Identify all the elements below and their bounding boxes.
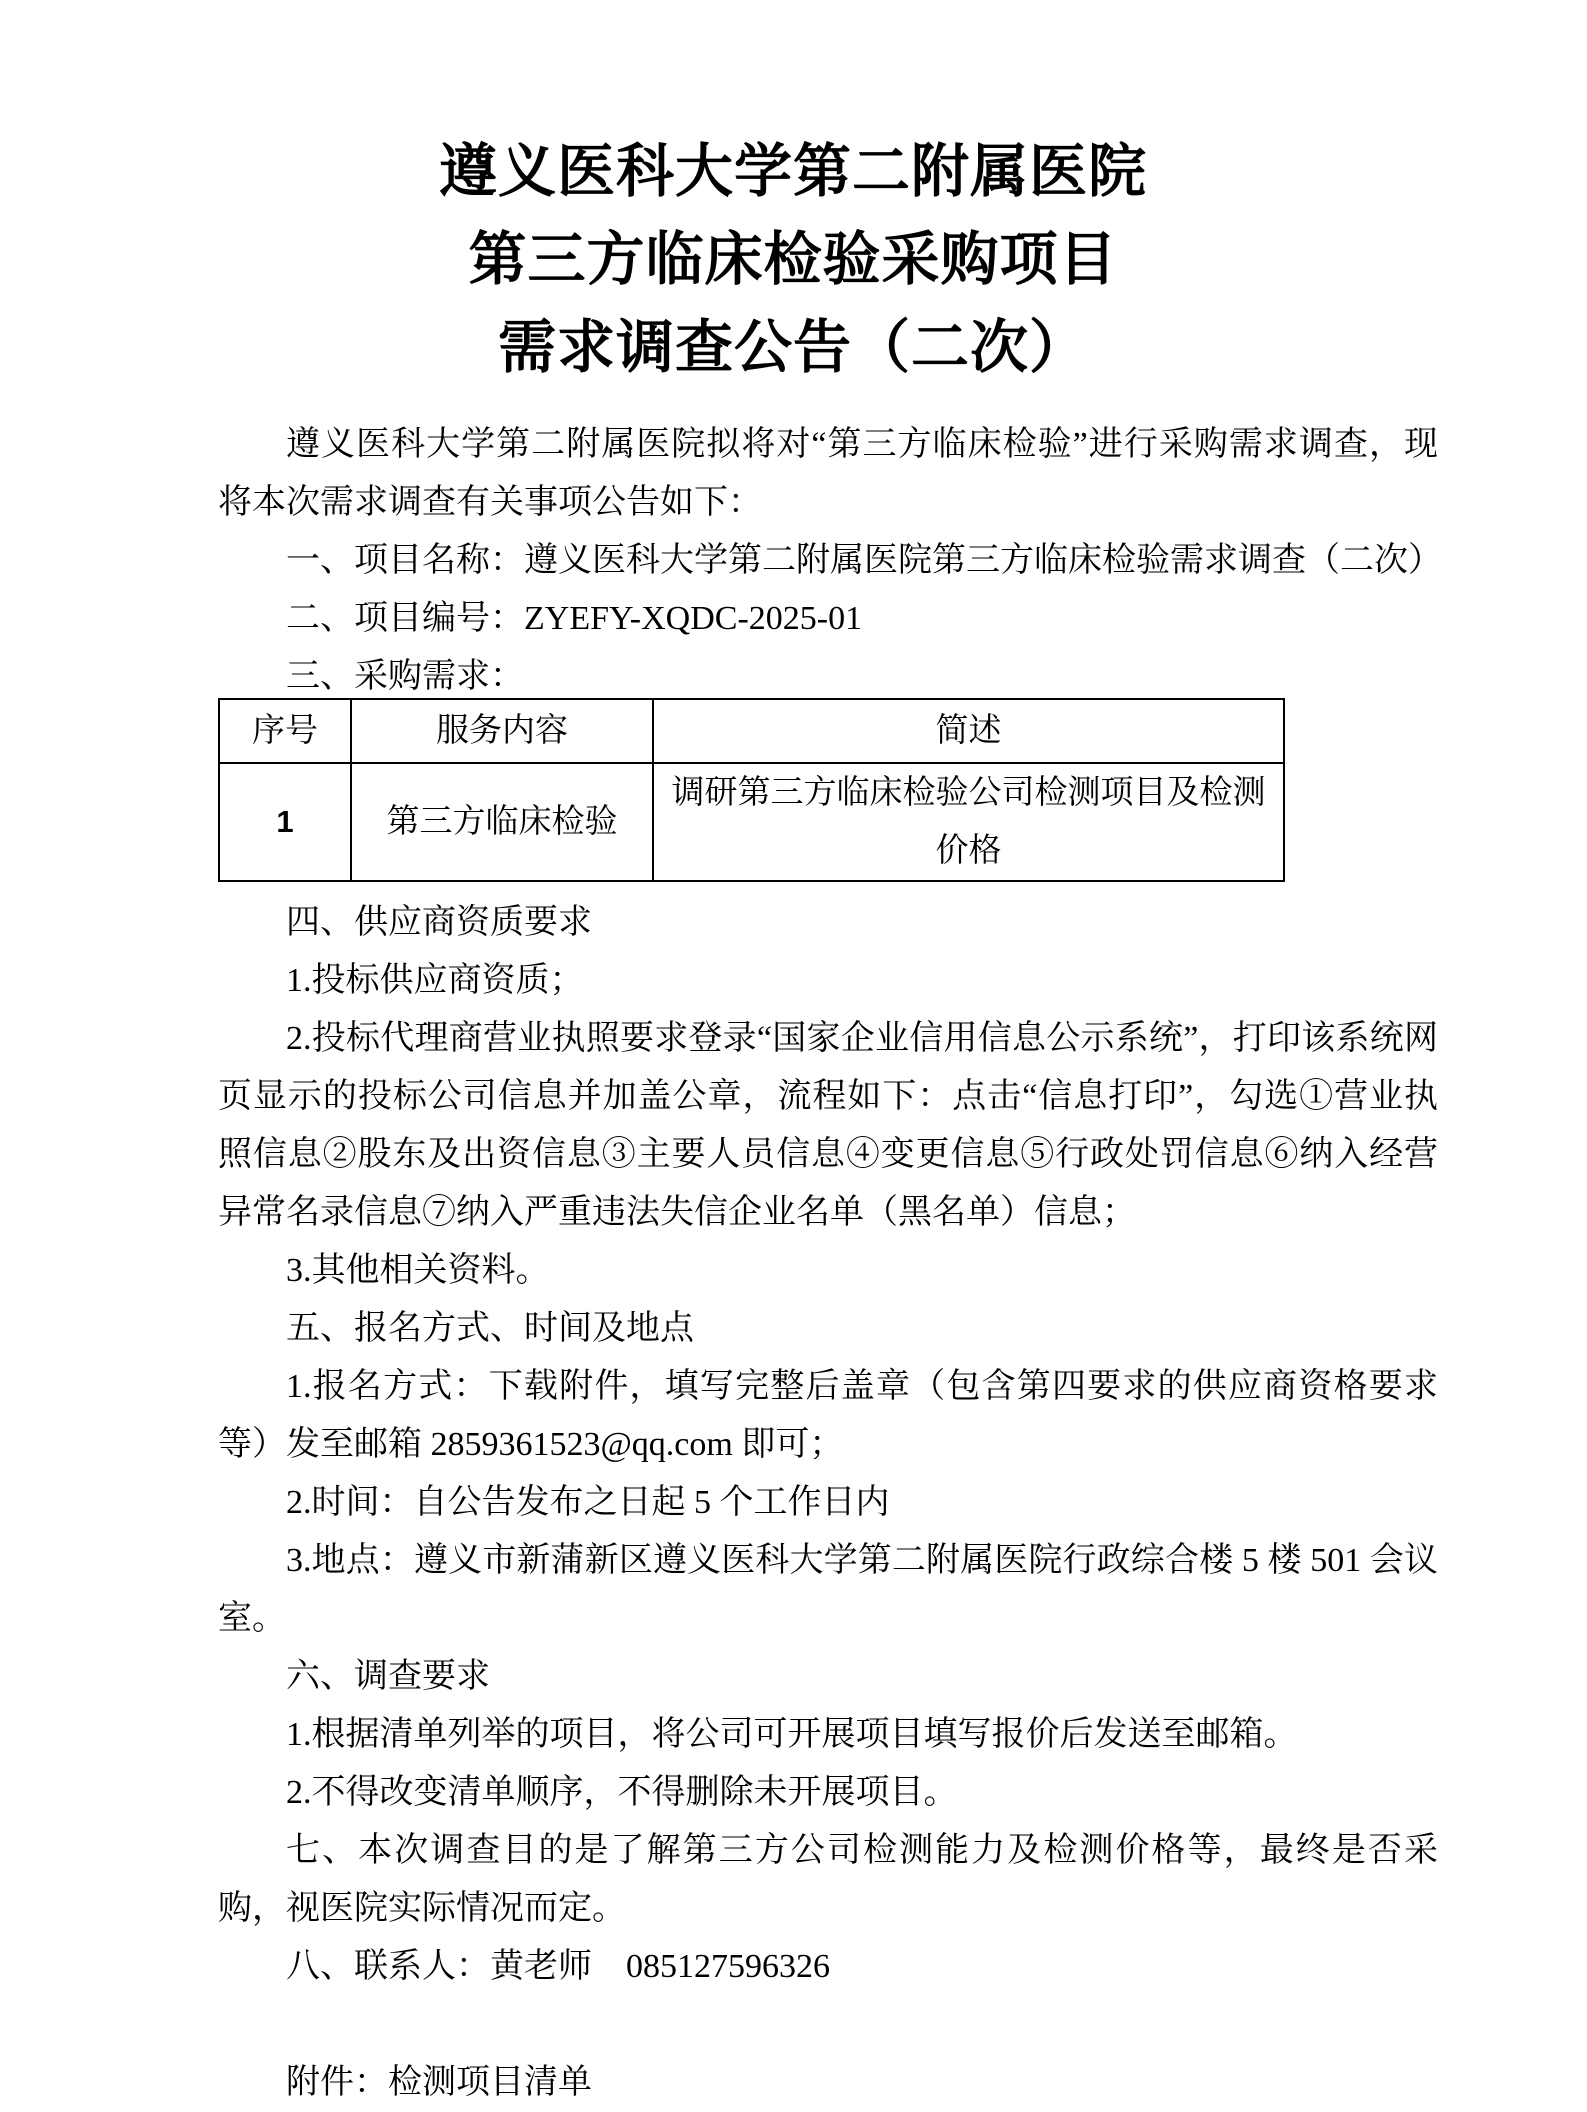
table-cell-service: 第三方临床检验 [351, 763, 653, 881]
section-registration-heading: 五、报名方式、时间及地点 [286, 1310, 694, 1347]
document-title-line-3: 需求调查公告（二次） [497, 315, 1088, 380]
table-row [219, 763, 1284, 881]
qualification-item-1: 1.投标供应商资质； [286, 962, 584, 999]
document-title-line-1: 遵义医科大学第二附属医院 [438, 139, 1147, 204]
section-supplier-qualification-heading: 四、供应商资质要求 [286, 904, 592, 941]
registration-method: 1.报名方式：下载附件，填写完整后盖章（包含第四要求的供应商资格要求等）发至邮箱 2859361523@qq.com 即可； [218, 1368, 1438, 1463]
document-body [218, 416, 1442, 2112]
table-header-no: 序号 [219, 699, 351, 763]
qualification-item-2: 2.投标代理商营业执照要求登录“国家企业信用信息公示系统”，打印该系统网页显示的投标公司信息并加盖公章，流程如下：点击“信息打印”，勾选①营业执照信息②股东及出资信息③主要人员信息④变更信息⑤行政处罚信息⑥纳入经营异常名录信息⑦纳入严重违法失信企业名单（黑名单）信息； [218, 1020, 1438, 1231]
section-survey-purpose: 七、本次调查目的是了解第三方公司检测能力及检测价格等，最终是否采购，视医院实际情况而定。 [218, 1832, 1438, 1927]
table-header-summary: 简述 [653, 699, 1284, 763]
qualification-item-3: 3.其他相关资料。 [286, 1252, 550, 1289]
document-title-line-2: 第三方临床检验采购项目 [468, 227, 1118, 292]
registration-location: 3.地点：遵义市新蒲新区遵义医科大学第二附属医院行政综合楼 5 楼 501 会议室。 [218, 1542, 1438, 1637]
section-survey-requirements-heading: 六、调查要求 [286, 1658, 490, 1695]
survey-requirement-1: 1.根据清单列举的项目，将公司可开展项目填写报价后发送至邮箱。 [286, 1716, 1298, 1753]
item-project-number: 二、项目编号：ZYEFY-XQDC-2025-01 [286, 600, 863, 637]
table-header-service: 服务内容 [351, 699, 653, 763]
section-contact: 八、联系人：黄老师 085127596326 [286, 1948, 830, 1985]
table-cell-summary: 调研第三方临床检验公司检测项目及检测价格 [653, 763, 1284, 881]
registration-time: 2.时间：自公告发布之日起 5 个工作日内 [286, 1484, 890, 1521]
survey-requirement-2: 2.不得改变清单顺序，不得删除未开展项目。 [286, 1774, 958, 1811]
document-title [183, 128, 1403, 392]
table-cell-no: 1 [219, 763, 351, 881]
item-project-name: 一、项目名称：遵义医科大学第二附属医院第三方临床检验需求调查（二次） [286, 542, 1442, 579]
procurement-demand-table [218, 698, 1285, 882]
intro-paragraph: 遵义医科大学第二附属医院拟将对“第三方临床检验”进行采购需求调查，现将本次需求调查有关事项公告如下： [218, 426, 1438, 521]
attachment-note: 附件：检测项目清单 [286, 2064, 592, 2101]
item-procurement-demand-heading: 三、采购需求： [286, 658, 524, 695]
table-header-row [219, 699, 1284, 763]
